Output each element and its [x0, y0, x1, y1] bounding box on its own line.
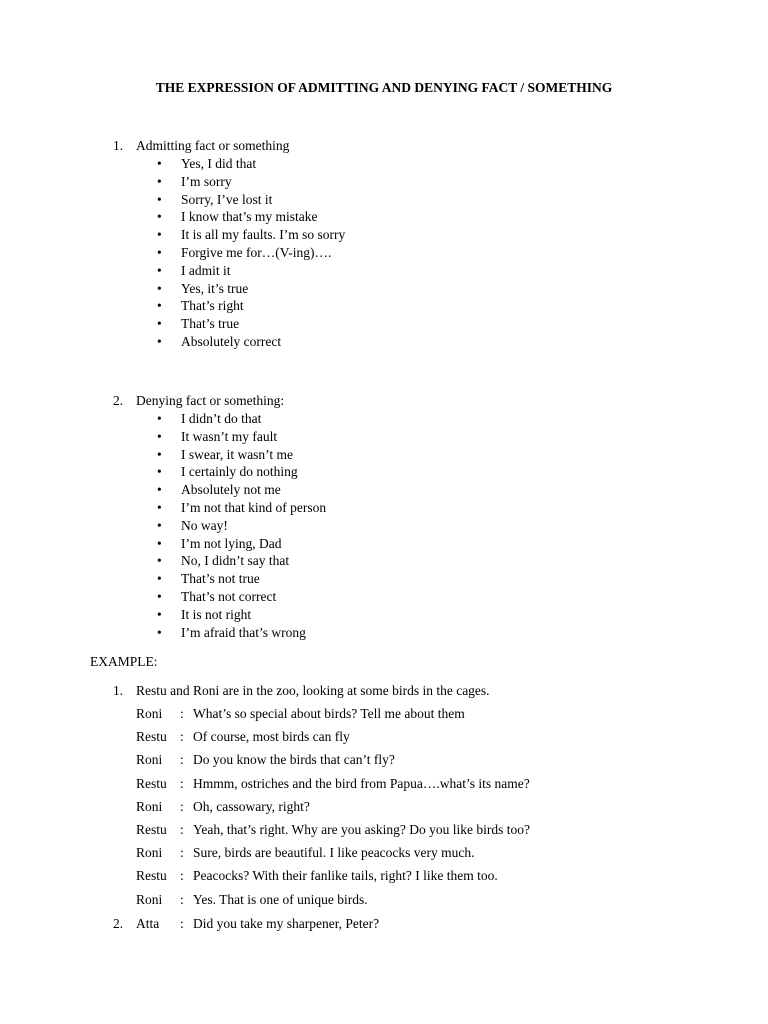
dialogue-speaker: Restu [136, 775, 167, 791]
section-number: 1. [113, 138, 124, 153]
list-item-text: Sorry, I’ve lost it [181, 191, 273, 207]
dialogue-text: Sure, birds are beautiful. I like peacocks very much. [193, 845, 475, 861]
bullet-icon: • [157, 298, 162, 314]
bullet-icon: • [157, 156, 162, 171]
bullet-icon: • [157, 227, 162, 243]
bullet-icon: • [157, 464, 162, 480]
dialogue-colon: : [180, 775, 184, 791]
list-item-text: That’s not true [181, 571, 260, 587]
dialogue-text: Yes. That is one of unique birds. [193, 891, 368, 907]
dialogue-colon: : [180, 706, 184, 721]
section-heading: Denying fact or something: [136, 393, 285, 408]
list-item-text: It wasn’t my fault [181, 428, 278, 444]
section-denying-heading [113, 392, 284, 410]
example-2-line [0, 915, 768, 933]
example-number: 1. [113, 683, 124, 698]
dialogue-speaker: Restu [136, 868, 167, 884]
list-item-text: That’s not correct [181, 588, 277, 604]
section-number: 2. [113, 393, 124, 408]
bullet-icon: • [157, 571, 162, 587]
dialogue-text: Did you take my sharpener, Peter? [193, 916, 380, 931]
bullet-icon: • [157, 316, 162, 332]
dialogue-text: What’s so special about birds? Tell me about them [193, 706, 465, 721]
dialogue-speaker: Roni [136, 891, 163, 907]
dialogue-line [0, 775, 768, 793]
bullet-icon: • [157, 411, 162, 426]
dialogue-line [0, 867, 768, 885]
list-item-text: I’m afraid that’s wrong [181, 624, 306, 640]
dialogue-speaker: Roni [136, 845, 163, 861]
dialogue-speaker: Restu [136, 822, 167, 837]
dialogue-colon: : [180, 868, 184, 884]
bullet-icon: • [157, 333, 162, 349]
dialogue-colon: : [180, 729, 184, 745]
bullet-icon: • [157, 499, 162, 515]
bullet-icon: • [157, 262, 162, 278]
example-intro-text: Restu and Roni are in the zoo, looking at some birds in the cages. [136, 683, 490, 698]
dialogue-line [0, 728, 768, 746]
bullet-icon: • [157, 280, 162, 296]
section-admitting-heading [113, 137, 289, 155]
dialogue-line [0, 821, 768, 839]
dialogue-text: Yeah, that’s right. Why are you asking? Do you like birds too? [193, 822, 530, 837]
bullet-icon: • [157, 624, 162, 640]
list-item-text: That’s true [181, 316, 240, 332]
example-1-intro [113, 682, 490, 700]
bullet-icon: • [157, 606, 162, 622]
list-item-text: I swear, it wasn’t me [181, 446, 294, 462]
bullet-icon: • [157, 588, 162, 604]
bullet-icon: • [157, 173, 162, 189]
bullet-icon: • [157, 535, 162, 551]
dialogue-line [0, 751, 768, 769]
dialogue-text: Oh, cassowary, right? [193, 798, 310, 814]
list-item-text: Yes, it’s true [181, 280, 249, 296]
dialogue-colon: : [180, 798, 184, 814]
dialogue-text: Do you know the birds that can’t fly? [193, 752, 395, 768]
bullet-icon: • [157, 428, 162, 444]
bullet-icon: • [157, 244, 162, 260]
list-item-text: I’m sorry [181, 173, 232, 189]
dialogue-text: Of course, most birds can fly [193, 729, 350, 745]
example-number: 2. [113, 916, 124, 931]
dialogue-colon: : [180, 845, 184, 861]
list-item-text: Forgive me for…(V-ing)…. [181, 244, 332, 260]
dialogue-colon: : [180, 891, 184, 907]
dialogue-colon: : [180, 822, 184, 837]
list-item-text: I didn’t do that [181, 411, 262, 426]
list-item-text: I know that’s my mistake [181, 209, 318, 225]
list-item-text: It is not right [181, 606, 252, 622]
dialogue-speaker: Atta [136, 916, 160, 931]
bullet-icon: • [157, 517, 162, 533]
dialogue-colon: : [180, 752, 184, 768]
bullet-icon: • [157, 191, 162, 207]
example-label: EXAMPLE: [90, 654, 158, 669]
bullet-icon: • [157, 553, 162, 569]
dialogue-line [0, 844, 768, 862]
dialogue-speaker: Restu [136, 729, 167, 745]
list-item-text: I certainly do nothing [181, 464, 298, 480]
section-heading: Admitting fact or something [136, 138, 290, 153]
list-item-text: No, I didn’t say that [181, 553, 290, 569]
list-item-text: I’m not that kind of person [181, 499, 327, 515]
dialogue-speaker: Roni [136, 798, 163, 814]
dialogue-text: Peacocks? With their fanlike tails, right? I like them too. [193, 868, 498, 884]
dialogue-colon: : [180, 916, 184, 931]
bullet-icon: • [157, 482, 162, 498]
list-item-text: That’s right [181, 298, 244, 314]
dialogue-speaker: Roni [136, 706, 163, 721]
list-item-text: No way! [181, 517, 228, 533]
list-item-text: Absolutely correct [181, 333, 282, 349]
page-title: THE EXPRESSION OF ADMITTING AND DENYING FACT / SOMETHING [155, 80, 613, 95]
dialogue-line [0, 891, 768, 909]
bullet-icon: • [157, 209, 162, 225]
list-item-text: I’m not lying, Dad [181, 535, 282, 551]
dialogue-speaker: Roni [136, 752, 163, 768]
list-item-text: I admit it [181, 262, 231, 278]
dialogue-text: Hmmm, ostriches and the bird from Papua….what’s its name? [193, 775, 530, 791]
list-item-text: It is all my faults. I’m so sorry [181, 227, 346, 243]
bullet-icon: • [157, 446, 162, 462]
list-item-text: Absolutely not me [181, 482, 281, 498]
dialogue-line [0, 798, 768, 816]
dialogue-line [0, 705, 768, 723]
list-item-text: Yes, I did that [181, 156, 257, 171]
